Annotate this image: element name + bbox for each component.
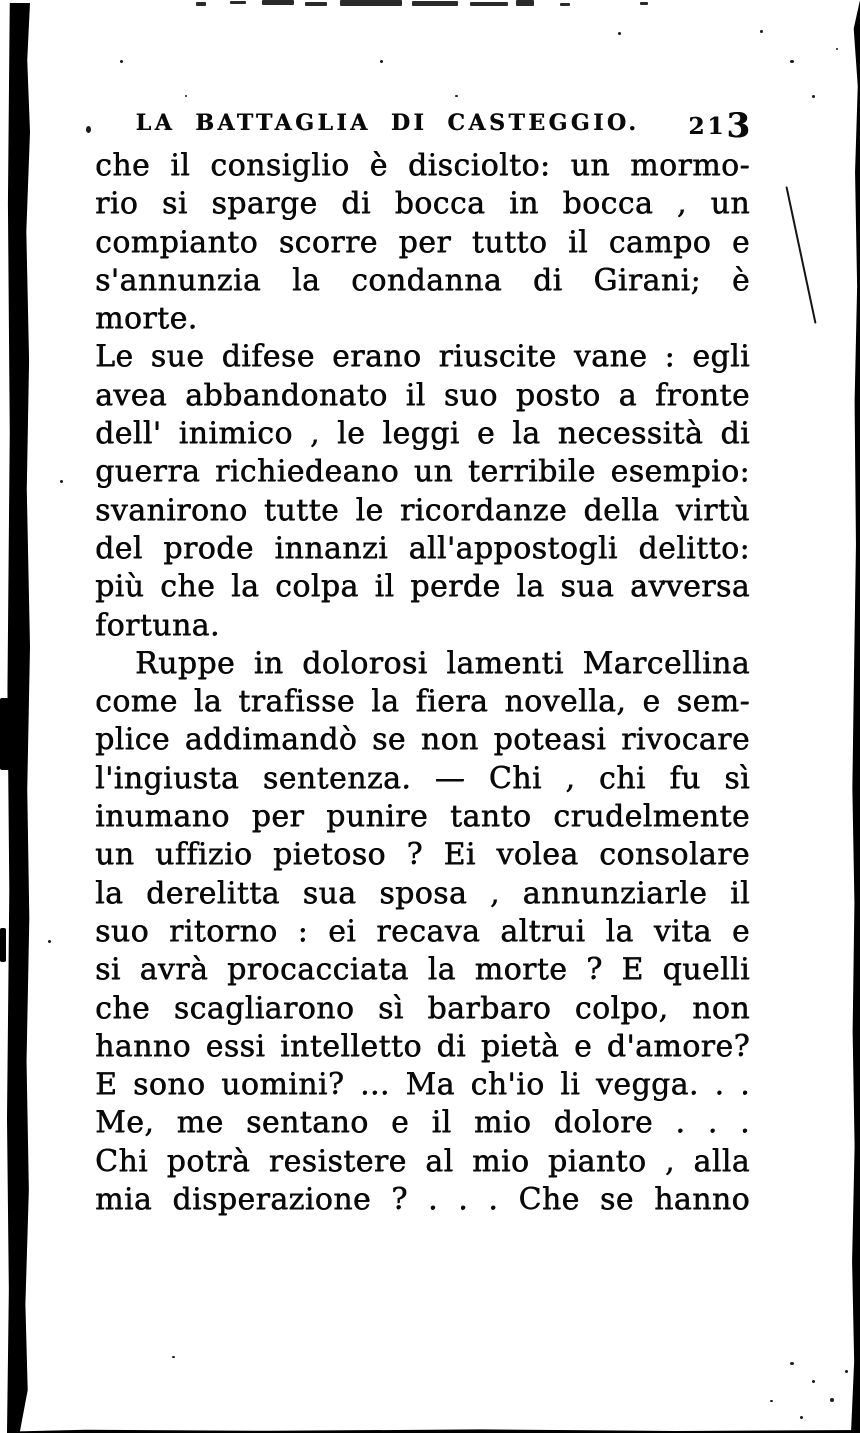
scan-noise bbox=[196, 2, 206, 6]
text-line: suo ritorno : ei recava altrui la vita e bbox=[95, 913, 750, 949]
scan-noise bbox=[340, 0, 402, 6]
text-line: s'annunzia la condanna di Girani; è morte. bbox=[95, 262, 750, 337]
scan-noise bbox=[185, 95, 187, 97]
text-line: che il consiglio è disciolto: un mormo- bbox=[95, 148, 750, 183]
page-number bbox=[688, 106, 750, 146]
text-line: E sono uomini? ... Ma ch'io li vegga. . . bbox=[95, 1067, 750, 1103]
scan-noise bbox=[60, 480, 63, 483]
text-line: come la trafisse la fiera novella, e sem- bbox=[95, 684, 750, 720]
text-line: plice addimandò se non poteasi rivocare bbox=[95, 722, 750, 758]
text-line: compianto scorre per tutto il campo e bbox=[95, 224, 750, 260]
scan-scratch bbox=[785, 186, 816, 323]
scan-noise bbox=[455, 95, 458, 97]
text-line: fortuna. bbox=[95, 607, 220, 643]
scan-noise bbox=[172, 1356, 175, 1358]
scan-noise bbox=[48, 940, 51, 943]
scan-noise bbox=[836, 48, 838, 50]
scan-noise bbox=[262, 0, 294, 5]
scan-binding-band-left bbox=[7, 3, 30, 1433]
scan-page-edge-bottom bbox=[18, 1429, 860, 1433]
text-line: Ruppe in dolorosi lamenti Marcellina bbox=[135, 645, 750, 681]
text-line: un uffizio pietoso ? Ei volea consolare bbox=[95, 837, 750, 873]
scan-noise bbox=[305, 2, 327, 6]
text-line: guerra richiedeano un terribile esempio: bbox=[95, 454, 750, 490]
scan-noise bbox=[470, 2, 508, 6]
scan-noise bbox=[812, 95, 815, 98]
text-line: più che la colpa il perde la sua avversa bbox=[95, 569, 750, 605]
text-line: avea abbandonato il suo posto a fronte bbox=[95, 377, 750, 413]
scan-noise bbox=[516, 0, 534, 6]
page-number-prefix: 21 bbox=[688, 113, 727, 140]
scan-ink-blob bbox=[0, 698, 10, 770]
scan-noise bbox=[790, 60, 794, 63]
scan-noise bbox=[86, 126, 91, 133]
scan-noise bbox=[790, 1362, 794, 1365]
scan-noise bbox=[380, 60, 383, 63]
scan-noise bbox=[412, 1, 458, 6]
scan-noise bbox=[120, 60, 123, 63]
scan-noise bbox=[770, 1400, 773, 1402]
text-line: si avrà procacciata la morte ? E quelli bbox=[95, 952, 750, 988]
text-line: Le sue difese erano riuscite vane : egli bbox=[95, 339, 750, 375]
text-line: Chi potrà resistere al mio pianto , alla bbox=[95, 1143, 750, 1179]
text-block bbox=[95, 147, 750, 1219]
text-line: Me, me sentano e il mio dolore . . . bbox=[95, 1105, 750, 1141]
scan-page-edge-right bbox=[851, 0, 860, 1433]
scan-noise bbox=[845, 1370, 848, 1373]
text-line: che scagliarono sì barbaro colpo, non bbox=[95, 990, 750, 1026]
scan-ink-blob bbox=[0, 928, 6, 962]
text-line: inumano per punire tanto crudelmente bbox=[95, 799, 750, 835]
text-line: la derelitta sua sposa , annunziarle il bbox=[95, 875, 750, 911]
text-line: l'ingiusta sentenza. — Chi , chi fu sì bbox=[95, 760, 750, 796]
text-line: rio si sparge di bocca in bocca , un bbox=[95, 186, 750, 222]
page-header bbox=[95, 106, 750, 150]
text-line: svanirono tutte le ricordanze della virtù bbox=[95, 492, 750, 528]
scan-noise bbox=[618, 32, 621, 35]
scan-noise bbox=[230, 1, 246, 4]
text-line: hanno essi intelletto di pietà e d'amore? bbox=[95, 1028, 750, 1064]
running-title: LA BATTAGLIA DI CASTEGGIO. bbox=[135, 110, 640, 136]
page-number-final-digit: 3 bbox=[726, 106, 750, 146]
scan-noise bbox=[640, 2, 648, 5]
scan-noise bbox=[830, 1398, 834, 1402]
text-line: dell' inimico , le leggi e la necessità di bbox=[95, 416, 750, 452]
text-line: del prode innanzi all'appostogli delitto: bbox=[95, 530, 750, 566]
text-line: mia disperazione ? . . . Che se hanno bbox=[95, 1182, 750, 1218]
scan-noise bbox=[760, 30, 763, 33]
scan-noise bbox=[560, 3, 570, 6]
scan-noise bbox=[800, 1416, 803, 1419]
scan-noise bbox=[812, 1380, 815, 1383]
